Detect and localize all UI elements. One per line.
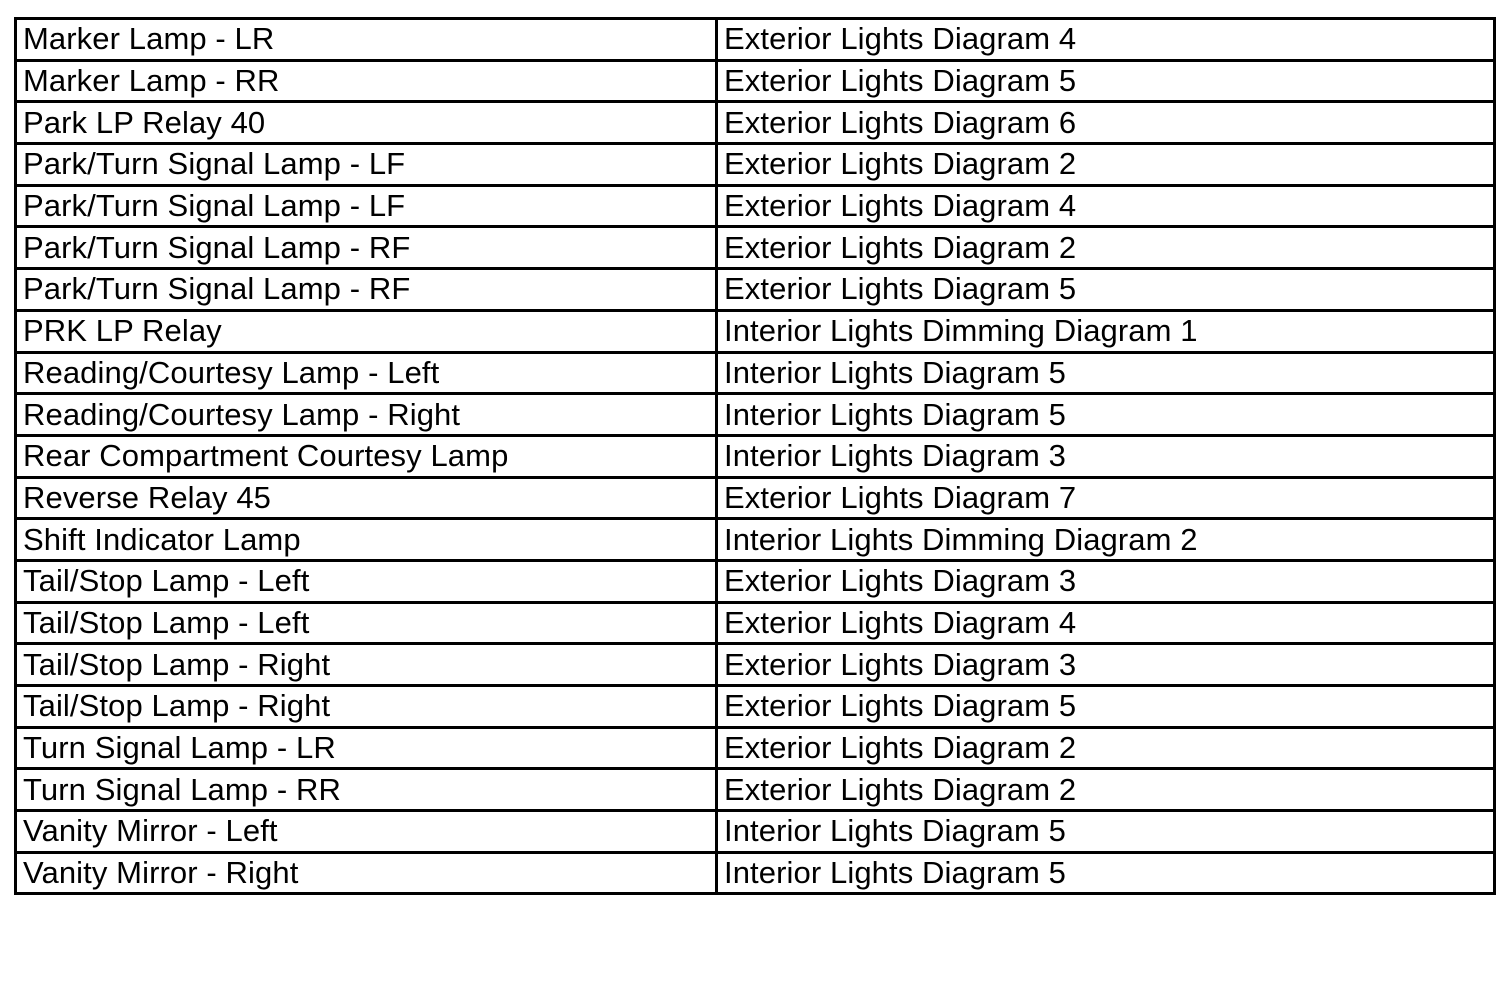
table-body bbox=[16, 19, 1495, 894]
table-row bbox=[16, 394, 1495, 436]
table-row bbox=[16, 144, 1495, 186]
table-row bbox=[16, 852, 1495, 894]
component-name-cell: Park/Turn Signal Lamp - LF bbox=[16, 185, 717, 227]
component-name-cell: Tail/Stop Lamp - Right bbox=[16, 686, 717, 728]
diagram-reference-cell: Interior Lights Diagram 5 bbox=[717, 352, 1495, 394]
diagram-reference-cell: Exterior Lights Diagram 4 bbox=[717, 185, 1495, 227]
component-name-cell: Rear Compartment Courtesy Lamp bbox=[16, 435, 717, 477]
diagram-reference-cell: Exterior Lights Diagram 2 bbox=[717, 227, 1495, 269]
diagram-reference-cell: Interior Lights Diagram 3 bbox=[717, 435, 1495, 477]
diagram-reference-cell: Exterior Lights Diagram 5 bbox=[717, 269, 1495, 311]
component-name-cell: Tail/Stop Lamp - Right bbox=[16, 644, 717, 686]
component-name-cell: PRK LP Relay bbox=[16, 310, 717, 352]
diagram-reference-cell: Interior Lights Diagram 5 bbox=[717, 811, 1495, 853]
table-row bbox=[16, 435, 1495, 477]
component-name-cell: Marker Lamp - RR bbox=[16, 60, 717, 102]
diagram-reference-cell: Exterior Lights Diagram 2 bbox=[717, 144, 1495, 186]
diagram-reference-cell: Interior Lights Diagram 5 bbox=[717, 852, 1495, 894]
component-name-cell: Park LP Relay 40 bbox=[16, 102, 717, 144]
table-row bbox=[16, 227, 1495, 269]
diagram-reference-cell: Exterior Lights Diagram 7 bbox=[717, 477, 1495, 519]
component-name-cell: Park/Turn Signal Lamp - RF bbox=[16, 269, 717, 311]
table-row bbox=[16, 19, 1495, 61]
table-row bbox=[16, 644, 1495, 686]
component-name-cell: Turn Signal Lamp - RR bbox=[16, 769, 717, 811]
component-name-cell: Turn Signal Lamp - LR bbox=[16, 727, 717, 769]
component-name-cell: Marker Lamp - LR bbox=[16, 19, 717, 61]
diagram-reference-cell: Exterior Lights Diagram 3 bbox=[717, 644, 1495, 686]
diagram-reference-cell: Exterior Lights Diagram 6 bbox=[717, 102, 1495, 144]
diagram-reference-cell: Interior Lights Dimming Diagram 1 bbox=[717, 310, 1495, 352]
component-name-cell: Tail/Stop Lamp - Left bbox=[16, 602, 717, 644]
diagram-reference-cell: Interior Lights Diagram 5 bbox=[717, 394, 1495, 436]
diagram-reference-cell: Exterior Lights Diagram 4 bbox=[717, 602, 1495, 644]
diagram-reference-cell: Exterior Lights Diagram 2 bbox=[717, 769, 1495, 811]
diagram-reference-cell: Exterior Lights Diagram 5 bbox=[717, 686, 1495, 728]
component-name-cell: Park/Turn Signal Lamp - RF bbox=[16, 227, 717, 269]
component-name-cell: Reverse Relay 45 bbox=[16, 477, 717, 519]
table-row bbox=[16, 686, 1495, 728]
diagram-reference-cell: Exterior Lights Diagram 2 bbox=[717, 727, 1495, 769]
diagram-reference-cell: Exterior Lights Diagram 5 bbox=[717, 60, 1495, 102]
table-row bbox=[16, 519, 1495, 561]
table-row bbox=[16, 811, 1495, 853]
table-row bbox=[16, 352, 1495, 394]
table-row bbox=[16, 310, 1495, 352]
diagram-reference-cell: Exterior Lights Diagram 4 bbox=[717, 19, 1495, 61]
component-name-cell: Shift Indicator Lamp bbox=[16, 519, 717, 561]
component-locator-table-wrapper bbox=[14, 17, 1493, 895]
component-locator-table bbox=[14, 17, 1496, 895]
component-name-cell: Tail/Stop Lamp - Left bbox=[16, 560, 717, 602]
table-row bbox=[16, 60, 1495, 102]
table-row bbox=[16, 602, 1495, 644]
component-name-cell: Reading/Courtesy Lamp - Left bbox=[16, 352, 717, 394]
diagram-reference-cell: Exterior Lights Diagram 3 bbox=[717, 560, 1495, 602]
table-row bbox=[16, 269, 1495, 311]
component-name-cell: Vanity Mirror - Right bbox=[16, 852, 717, 894]
table-row bbox=[16, 560, 1495, 602]
table-row bbox=[16, 185, 1495, 227]
component-name-cell: Vanity Mirror - Left bbox=[16, 811, 717, 853]
table-row bbox=[16, 727, 1495, 769]
component-name-cell: Reading/Courtesy Lamp - Right bbox=[16, 394, 717, 436]
table-row bbox=[16, 769, 1495, 811]
diagram-reference-cell: Interior Lights Dimming Diagram 2 bbox=[717, 519, 1495, 561]
component-name-cell: Park/Turn Signal Lamp - LF bbox=[16, 144, 717, 186]
table-row bbox=[16, 477, 1495, 519]
table-row bbox=[16, 102, 1495, 144]
